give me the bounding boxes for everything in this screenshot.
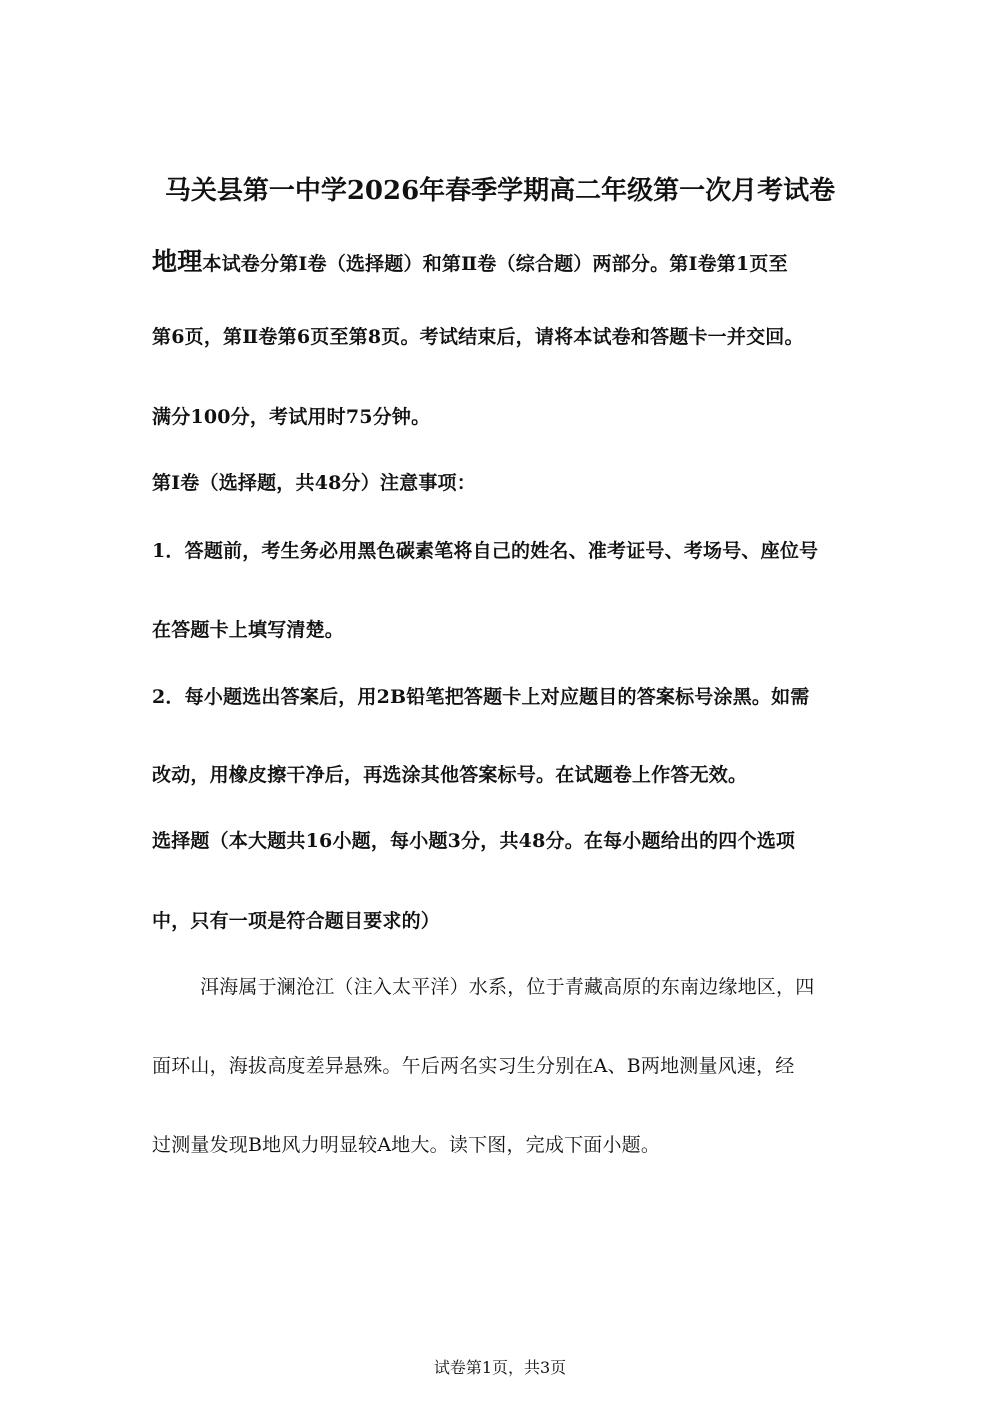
- subject-label: 地理: [152, 247, 203, 276]
- intro-line-1: [152, 242, 852, 278]
- intro-line-3: 满分100分，考试用时75分钟。: [152, 406, 431, 428]
- intro-text-1: 本试卷分第Ⅰ卷（选择题）和第Ⅱ卷（综合题）两部分。第Ⅰ卷第1页至: [202, 253, 788, 275]
- note-1-line-1: 1．答题前，考生务必用黑色碳素笔将自己的姓名、准考证号、考场号、座位号: [152, 540, 819, 562]
- note-2-line-2: 改动，用橡皮擦干净后，再选涂其他答案标号。在试题卷上作答无效。: [152, 764, 748, 786]
- mc-instructions-line-1: 选择题（本大题共16小题，每小题3分，共48分。在每小题给出的四个选项: [152, 830, 796, 852]
- passage-line-3: 过测量发现B地风力明显较A地大。读下图，完成下面小题。: [152, 1134, 661, 1156]
- exam-title: 马关县第一中学2026年春季学期高二年级第一次月考试卷: [164, 176, 836, 206]
- intro-line-2: 第6页，第Ⅱ卷第6页至第8页。考试结束后，请将本试卷和答题卡一并交回。: [152, 326, 804, 348]
- page-footer: 试卷第1页，共3页: [433, 1358, 567, 1377]
- section1-header: 第Ⅰ卷（选择题，共48分）注意事项：: [152, 472, 476, 494]
- note-1-line-2: 在答题卡上填写清楚。: [152, 619, 345, 641]
- note-2-line-1: 2．每小题选出答案后，用2B铅笔把答题卡上对应题目的答案标号涂黑。如需: [152, 686, 810, 708]
- mc-instructions-line-2: 中，只有一项是符合题目要求的）: [152, 910, 441, 932]
- passage-line-1: 洱海属于澜沧江（注入太平洋）水系，位于青藏高原的东南边缘地区，四: [200, 976, 815, 998]
- passage-line-2: 面环山，海拔高度差异悬殊。午后两名实习生分别在A、B两地测量风速，经: [152, 1055, 795, 1077]
